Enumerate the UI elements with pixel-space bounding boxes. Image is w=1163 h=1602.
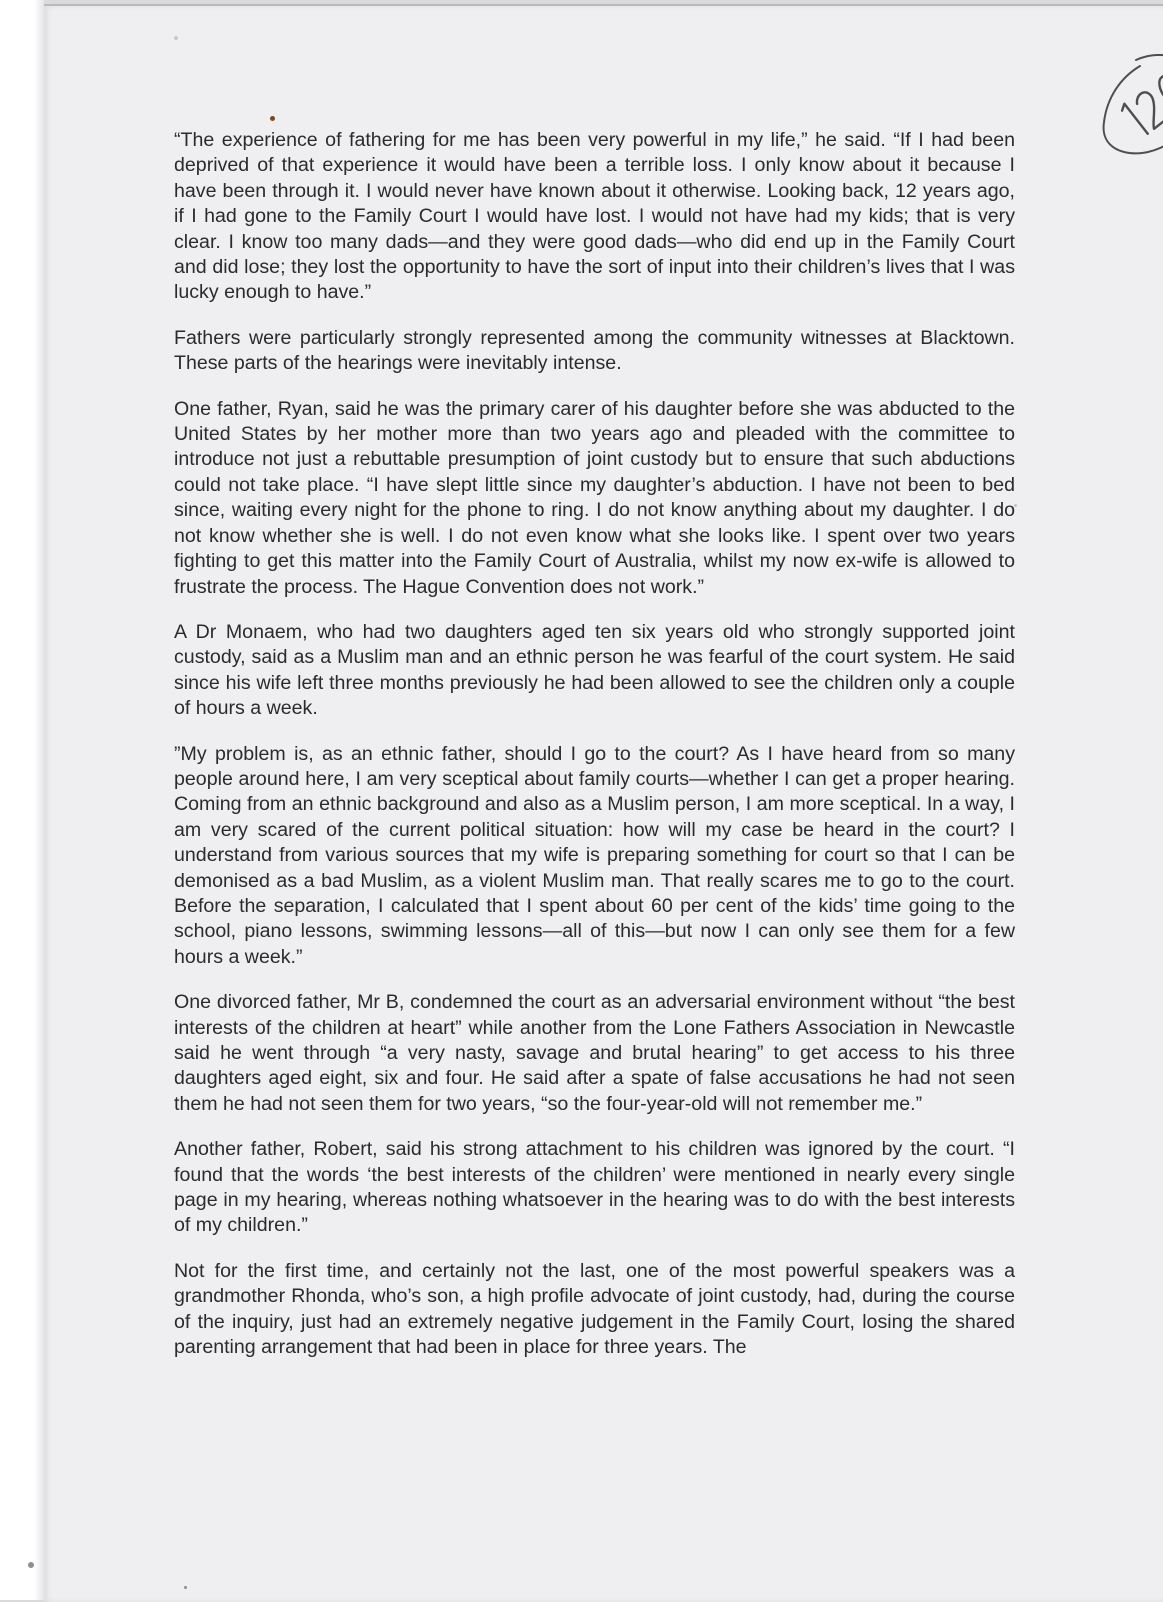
document-page	[44, 4, 1163, 1602]
paragraph: A Dr Monaem, who had two daughters aged ten six years old who strongly supported joint custody, said as a Muslim man and an ethnic person he was fearful of the court system. He said since his wife left three months previously he had been allowed to see the children only a couple of hours a week.	[174, 620, 1015, 720]
paragraph: One father, Ryan, said he was the primary carer of his daughter before she was abducted to the United States by her mother more than two years ago and pleaded with the committee to introduce not just a rebuttable presumption of joint custody but to ensure that such abductions could not take place. “I have slept little since my daughter’s abduction. I have not been to bed since, waiting every night for the phone to ring. I do not know anything about my daughter. I do not know whether she is well. I do not even know what she looks like. I spent over two years fighting to get this matter into the Family Court of Australia, whilst my now ex-wife is allowed to frustrate the process. The Hague Convention does not work.”	[174, 397, 1015, 598]
paragraph: Not for the first time, and certainly not the last, one of the most powerful speakers was a grandmother Rhonda, who’s son, a high profile advocate of joint custody, had, during the course of the inquiry, just had an extremely negative judgement in the Family Court, losing the shared parenting arrangement that had been in place for three years. The	[174, 1259, 1015, 1359]
scan-speck	[174, 36, 178, 40]
paragraph: Another father, Robert, said his strong attachment to his children was ignored by the court. “I found that the words ‘the best interests of the children’ were mentioned in nearly every single page in my hearing, whereas nothing whatsoever in the hearing was to do with the best interests of my children.”	[174, 1138, 1015, 1237]
paragraph: “The experience of fathering for me has been very powerful in my life,” he said. “If I had been deprived of that experience it would have been a terrible loss. I only know about it because I have been through it. I would never have known about it otherwise. Looking back, 12 years ago, if I had gone to the Family Court I would have lost. I would not have had my kids; that is very clear. I know too many dads—and they were good dads—who did end up in the Family Court and did lose; they lost the opportunity to have the sort of input into their children’s lives that I was lucky enough to have.”	[174, 129, 1015, 304]
scan-speck	[270, 116, 275, 121]
circled-number-mark	[1096, 48, 1163, 158]
paragraph: ”My problem is, as an ethnic father, should I go to the court? As I have heard from so many people around here, I am very sceptical about family courts—whether I can get a proper hearing. Coming from an ethnic background and also as a Muslim person, I am more sceptical. In a way, I am very scared of the current political situation: how will my case be heard in the court? I understand from various sources that my wife is preparing something for court so that I can be demonised as a bad Muslim, as a violent Muslim man. That really scares me to go to the court. Before the separation, I calculated that I spent about 60 per cent of the kids’ time going to the school, piano lessons, swimming lessons—all of this—but now I can only see them for a few hours a week.”	[174, 742, 1015, 968]
paragraph: One divorced father, Mr B, condemned the court as an adversarial environment without “the best interests of the children at heart” while another from the Lone Fathers Association in Newcastle said he went through “a very nasty, savage and brutal hearing” to get access to his three daughters aged eight, six and four. He said after a spate of false accusations he had not seen them he had not seen them for two years, “so the four-year-old will not remember me.”	[174, 991, 1015, 1115]
handwritten-page-number	[1096, 48, 1163, 158]
body-text	[174, 128, 1015, 1380]
scan-speck	[28, 1562, 34, 1568]
paragraph: Fathers were particularly strongly represented among the community witnesses at Blacktown. These parts of the hearings were inevitably intense.	[174, 326, 1015, 375]
scan-speck	[184, 1586, 187, 1589]
scanner-margin	[0, 0, 44, 1600]
